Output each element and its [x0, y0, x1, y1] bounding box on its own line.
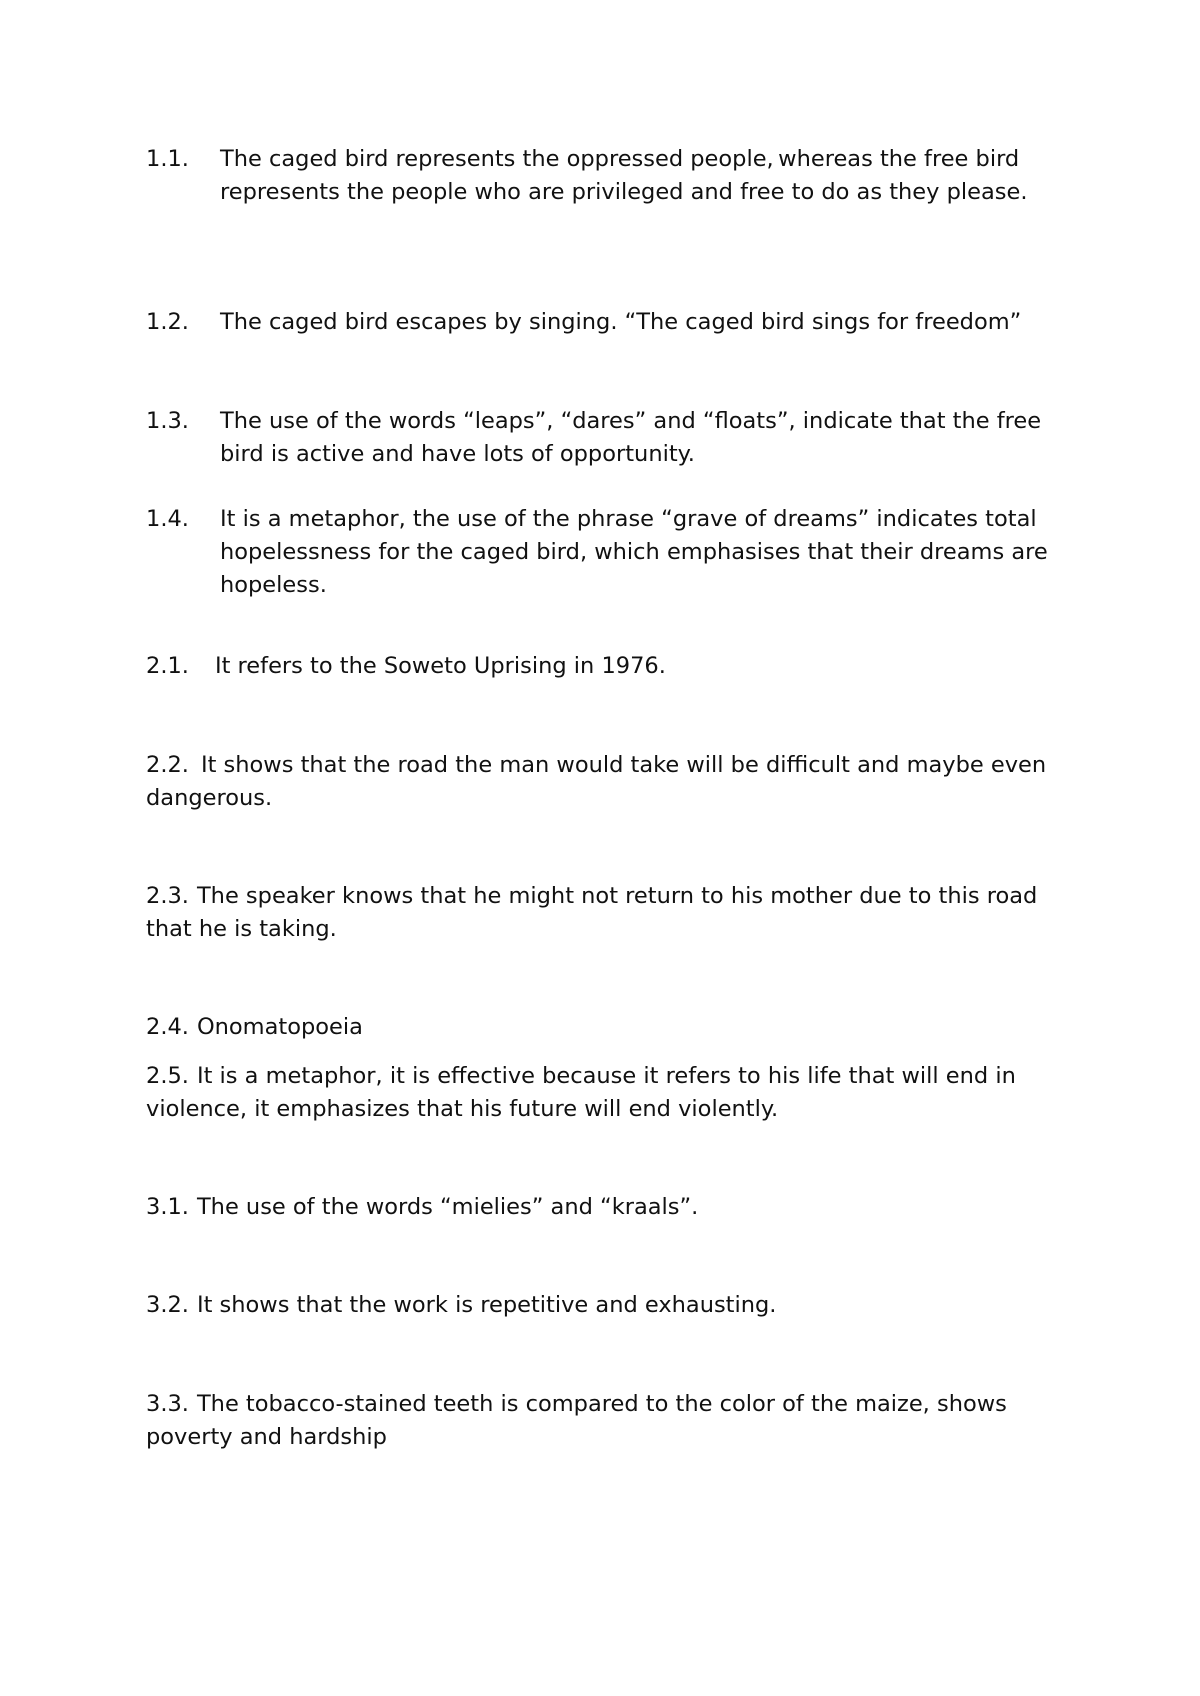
answer-text: It refers to the Soweto Uprising in 1976. — [214, 653, 666, 679]
answer-number: 1.1. — [146, 146, 189, 172]
answer-number: 2.3. — [146, 883, 189, 909]
answer-number: 3.2. — [146, 1292, 189, 1318]
answer-number: 2.5. — [146, 1063, 189, 1089]
answer-text: The use of the words “leaps”, “dares” and “floats”, indicate that the free bird is active and have lots of opportunity. — [220, 408, 1042, 467]
answer-number: 3.3. — [146, 1391, 189, 1417]
answer-number: 1.2. — [146, 309, 189, 335]
answer-1-3 — [146, 405, 1076, 471]
answer-text: The caged bird represents the oppressed people, whereas the free bird represents the people who are privileged and free to do as they please. — [220, 146, 1028, 205]
answer-1-4 — [146, 503, 1076, 602]
answer-2-3 — [146, 880, 1076, 946]
answer-1-1 — [146, 143, 1076, 209]
answer-number: 2.4. — [146, 1014, 189, 1040]
answer-text: The use of the words “mielies” and “kraals”. — [196, 1194, 699, 1220]
answer-text: The speaker knows that he might not return to his mother due to this road that he is taking. — [146, 883, 1038, 942]
answer-text-continued: dangerous. — [146, 785, 273, 811]
answer-3-2 — [146, 1289, 1076, 1322]
answer-2-2 — [146, 749, 1076, 815]
answer-3-3 — [146, 1388, 1076, 1454]
answer-text: It is a metaphor, the use of the phrase “grave of dreams” indicates total hopelessness for the caged bird, which emphasises that their dreams are hopeless. — [220, 506, 1048, 598]
answer-number: 3.1. — [146, 1194, 189, 1220]
answer-text: The tobacco-stained teeth is compared to the color of the maize, shows poverty and hardship — [146, 1391, 1007, 1450]
answer-text: Onomatopoeia — [196, 1014, 363, 1040]
answer-3-1 — [146, 1191, 1076, 1224]
answer-number: 2.2. — [146, 752, 189, 778]
answer-2-1 — [146, 650, 1076, 683]
answer-text: The caged bird escapes by singing. “The caged bird sings for freedom” — [220, 309, 1022, 335]
answer-text: It shows that the work is repetitive and exhausting. — [196, 1292, 777, 1318]
answer-number: 2.1. — [146, 653, 189, 679]
answer-text: It is a metaphor, it is effective because it refers to his life that will end in violence, it emphasizes that his future will end violently. — [146, 1063, 1016, 1122]
answer-2-5 — [146, 1060, 1076, 1126]
answer-number: 1.4. — [146, 506, 189, 532]
answer-text: It shows that the road the man would take will be difficult and maybe even — [200, 752, 1047, 778]
answer-2-4 — [146, 1011, 1076, 1044]
answer-number: 1.3. — [146, 408, 189, 434]
answer-1-2 — [146, 306, 1076, 339]
